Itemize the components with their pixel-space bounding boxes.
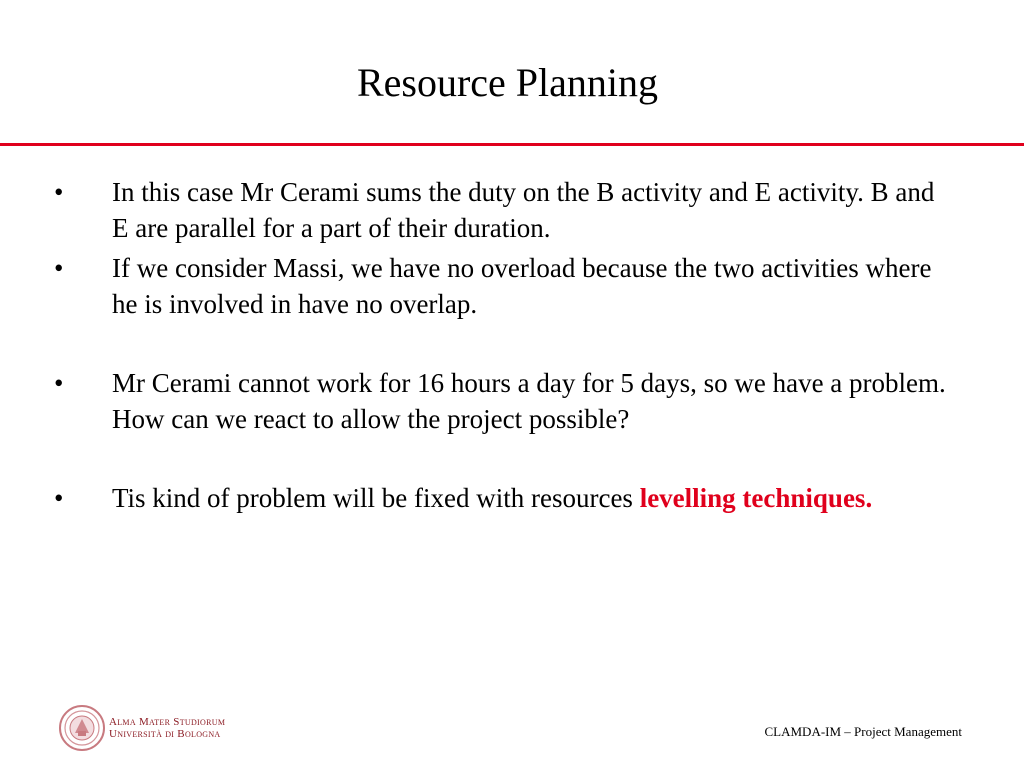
bullet-item (0, 174, 952, 246)
university-seal-icon (58, 702, 106, 754)
title-divider (0, 143, 1024, 146)
bullet-symbol: • (54, 253, 64, 283)
highlight-text: levelling techniques. (639, 483, 873, 513)
footer-text: CLAMDA-IM – Project Management (764, 724, 962, 739)
logo-line-2: Università di Bologna (109, 728, 221, 740)
university-logo (58, 702, 258, 758)
slide-title: Resource Planning (356, 60, 659, 105)
bullet-text: Mr Cerami cannot work for 16 hours a day for 5 days, so we have a problem. How can we react to allow the project possible? (112, 368, 946, 434)
bullet-item (0, 480, 952, 516)
bullet-list (0, 174, 1024, 516)
logo-text (109, 716, 225, 740)
logo-line-1: Alma Mater Studiorum (109, 716, 226, 728)
bullet-text: In this case Mr Cerami sums the duty on the B activity and E activity. B and E are parallel for a part of their duration. (112, 177, 935, 243)
bullet-symbol: • (54, 483, 64, 513)
bullet-text: Tis kind of problem will be fixed with resources (112, 483, 640, 513)
bullet-item (0, 365, 952, 437)
bullet-item (0, 250, 952, 322)
bullet-symbol: • (54, 368, 64, 398)
bullet-text: If we consider Massi, we have no overload because the two activities where he is involved in have no overlap. (112, 253, 932, 319)
bullet-symbol: • (54, 177, 64, 207)
